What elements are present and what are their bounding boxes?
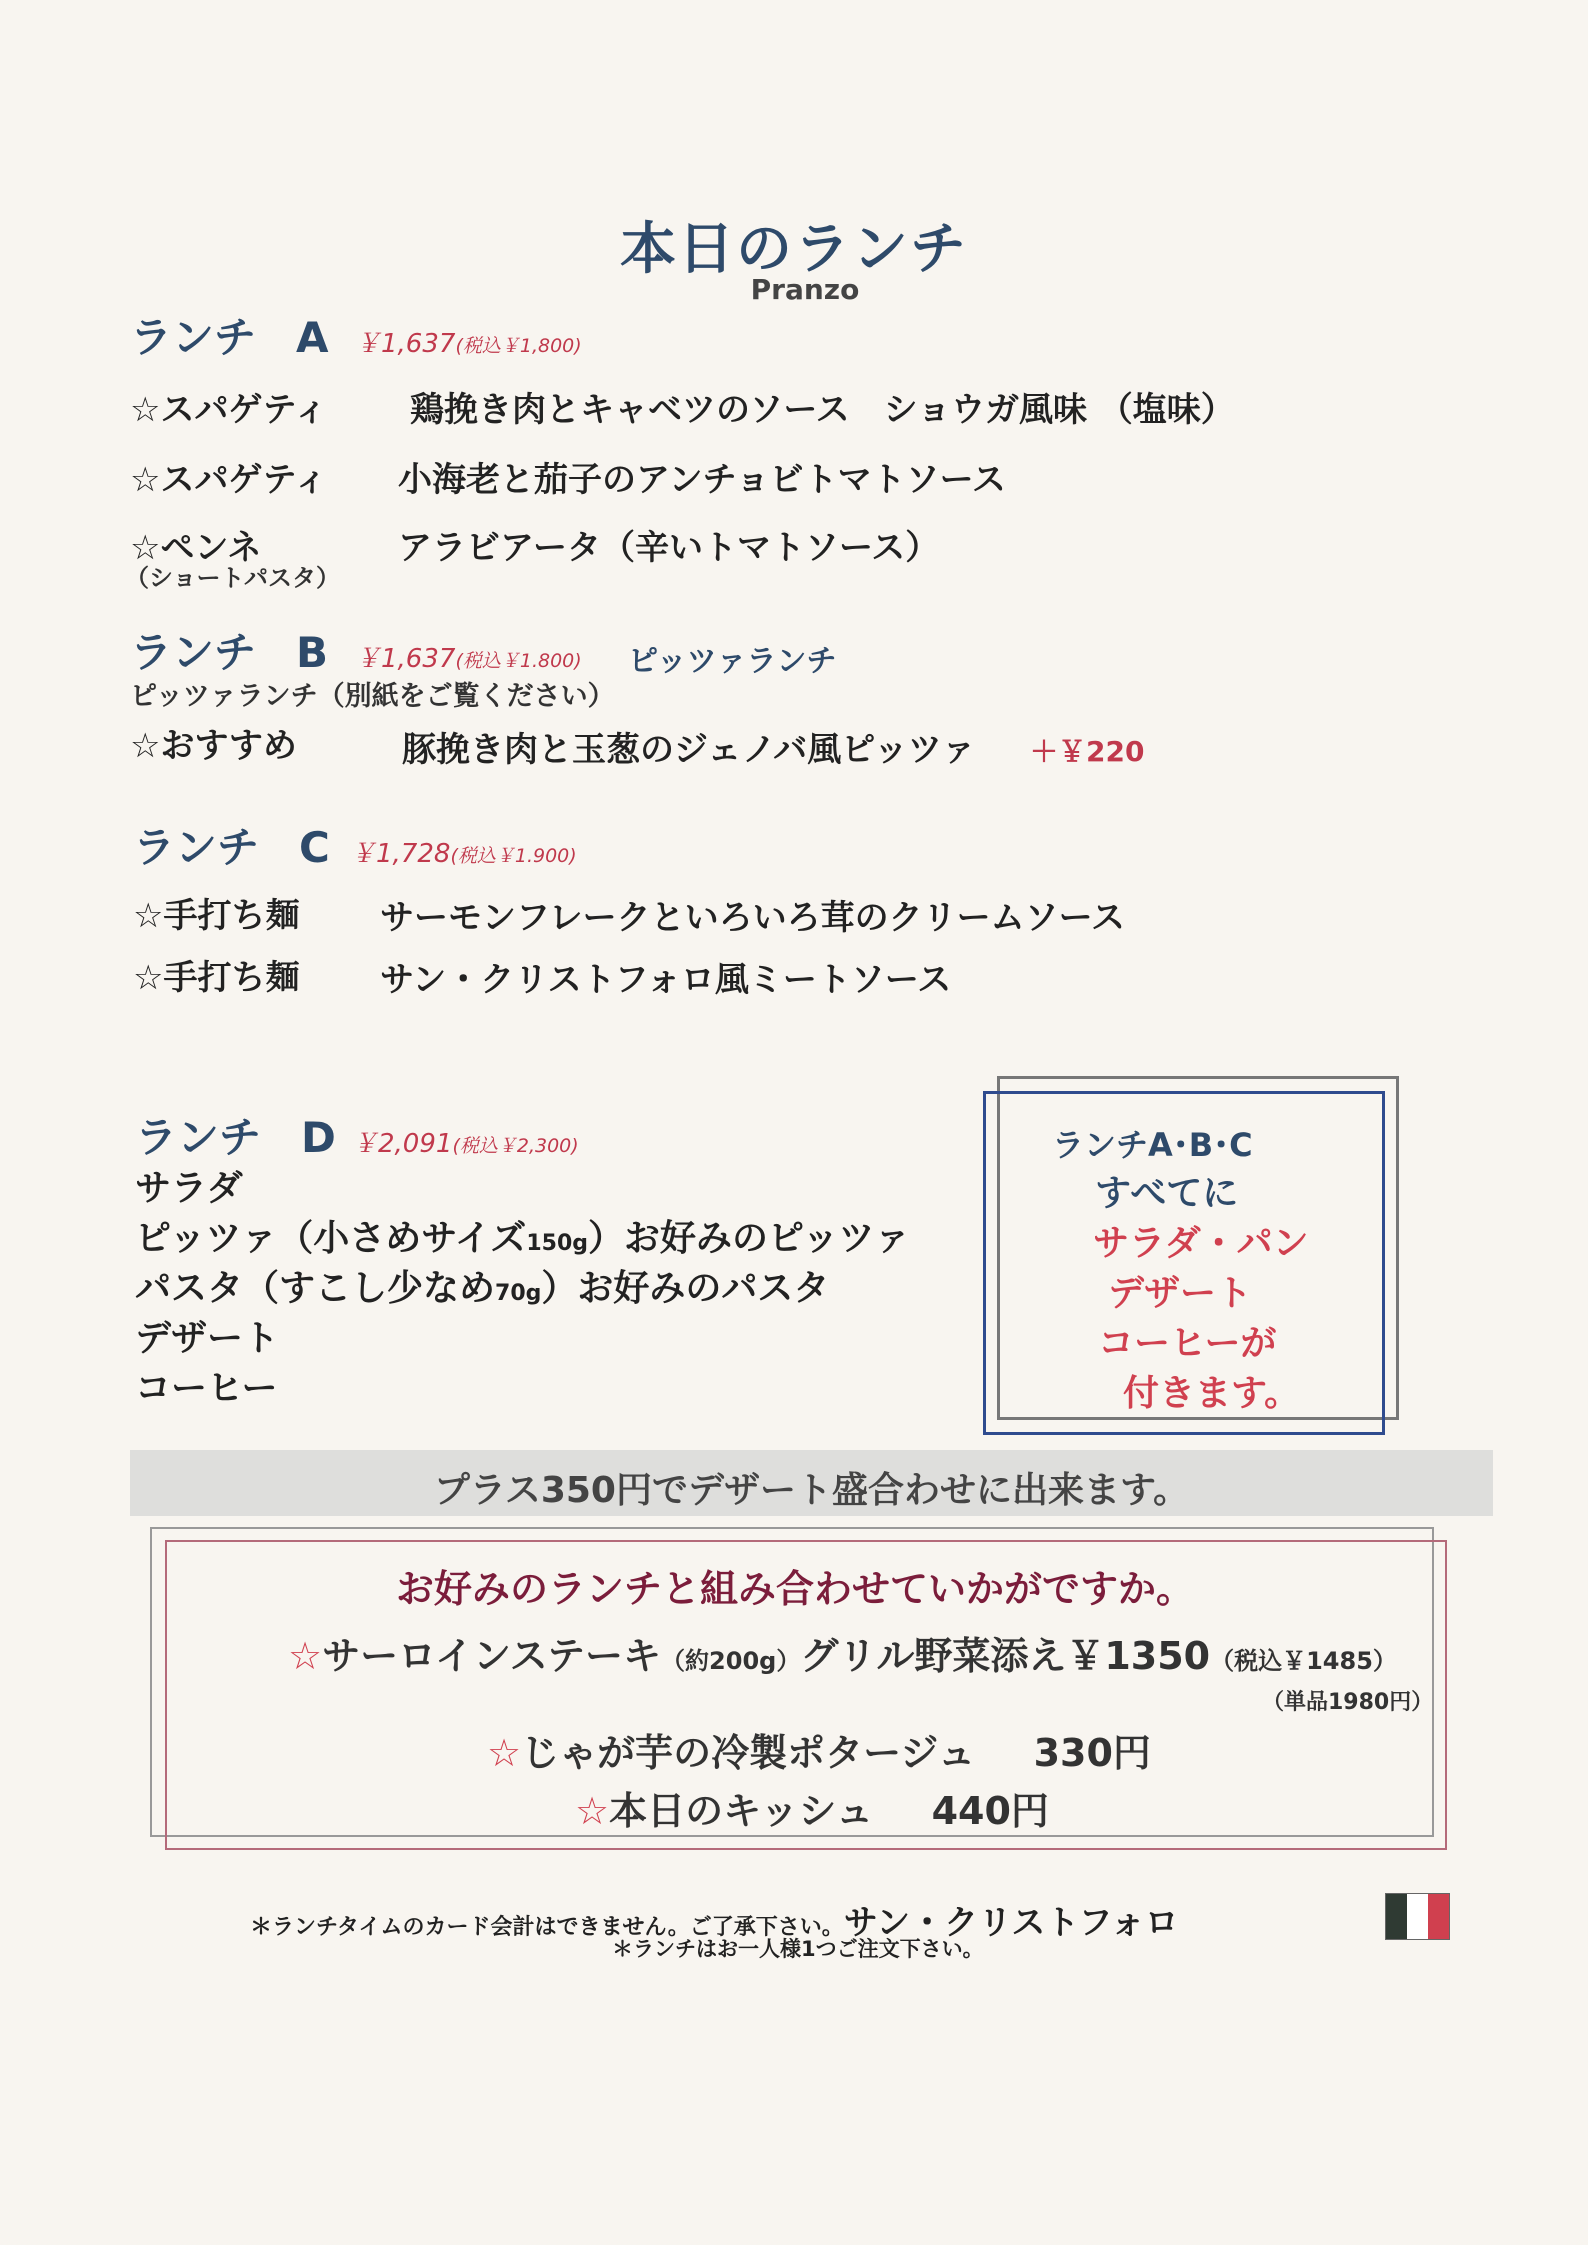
lunch-a-item-2-category: ☆スパゲティ xyxy=(130,460,328,500)
lunch-d-pizza-choice: ）お好みのピッツァ xyxy=(588,1218,911,1259)
lunch-a-label: ランチ xyxy=(130,313,257,362)
lunch-d-price xyxy=(352,1123,579,1160)
lunch-a-item-3-category: ☆ペンネ xyxy=(130,528,262,568)
included-box-line-5: コーヒーが xyxy=(1098,1323,1277,1364)
star-icon: ☆ xyxy=(575,1789,610,1833)
lunch-b-letter: B xyxy=(296,628,329,677)
offer-steak xyxy=(288,1625,1397,1680)
offer-steak-single: （単品1980円） xyxy=(1262,1690,1434,1715)
lunch-c-price-tax: (税込￥1.900) xyxy=(450,845,577,867)
page-title: 本日のランチ xyxy=(620,217,968,282)
lunch-d-line-pizza xyxy=(135,1210,910,1261)
lunch-a-item-1-category: ☆スパゲティ xyxy=(130,390,328,430)
lunch-a-price xyxy=(355,323,582,360)
lunch-d-label: ランチ xyxy=(135,1113,262,1162)
included-box-line-6: 付きます。 xyxy=(1123,1373,1301,1414)
included-box-line-2: すべてに xyxy=(1095,1173,1239,1214)
page-subtitle: Pranzo xyxy=(750,273,860,306)
lunch-d-pizza-size: 150g xyxy=(526,1231,588,1256)
offer-soup xyxy=(487,1722,1151,1777)
offer-steak-price: グリル野菜添え￥1350 xyxy=(800,1634,1211,1678)
lunch-c-heading xyxy=(133,815,330,875)
lunch-b-heading xyxy=(130,620,328,680)
lunch-c-price-value: ￥1,728 xyxy=(350,839,451,869)
offer-quiche-name: 本日のキッシュ xyxy=(609,1789,874,1833)
flag-stripe-green xyxy=(1386,1894,1407,1939)
lunch-d-price-value: ￥2,091 xyxy=(352,1129,453,1159)
lunch-d-line-coffee: コーヒー xyxy=(135,1368,278,1409)
dessert-bar-text: プラス350円でデザート盛合わせに出来ます。 xyxy=(433,1470,1190,1511)
offer-soup-name: じゃが芋の冷製ポタージュ xyxy=(521,1731,976,1775)
restaurant-name: サン・クリストフォロ xyxy=(843,1903,1179,1943)
lunch-a-price-value: ￥1,637 xyxy=(355,329,456,359)
star-icon: ☆ xyxy=(288,1634,323,1678)
offer-quiche xyxy=(575,1780,1049,1835)
lunch-a-item-1-dish: 鶏挽き肉とキャベツのソース ショウガ風味 （塩味） xyxy=(410,390,1235,430)
offer-quiche-price: 440円 xyxy=(931,1789,1049,1833)
footer-order-notice: ＊ランチはお一人様1つご注文下さい。 xyxy=(612,1937,984,1961)
lunch-c-item-2-category: ☆手打ち麺 xyxy=(133,958,300,998)
lunch-d-pasta-size: 70g xyxy=(495,1281,542,1306)
lunch-b-label: ランチ xyxy=(130,628,257,677)
offer-steak-name: サーロインステーキ xyxy=(322,1634,662,1678)
flag-stripe-red xyxy=(1428,1894,1449,1939)
lunch-d-heading xyxy=(135,1105,336,1165)
included-box-line-4: デザート xyxy=(1108,1273,1253,1314)
flag-stripe-white xyxy=(1407,1894,1428,1939)
lunch-c-price xyxy=(350,833,577,870)
lunch-c-item-1-dish: サーモンフレークといろいろ茸のクリームソース xyxy=(380,898,1125,938)
lunch-d-line-salad: サラダ xyxy=(135,1168,243,1209)
lunch-b-pizza-label: ピッツァランチ xyxy=(628,644,837,679)
footer-card-text: ＊ランチタイムのカード会計はできません。ご了承下さい。 xyxy=(250,1915,844,1940)
italian-flag-icon xyxy=(1385,1893,1450,1940)
lunch-b-price-tax: (税込￥1.800) xyxy=(455,650,582,672)
lunch-a-item-2-dish: 小海老と茄子のアンチョビトマトソース xyxy=(398,460,1006,500)
lunch-b-price-value: ￥1,637 xyxy=(355,644,456,674)
lunch-d-pasta-text: パスタ（すこし少なめ xyxy=(135,1268,496,1309)
lunch-d-pasta-choice: ）お好みのパスタ xyxy=(541,1268,830,1309)
lunch-c-label: ランチ xyxy=(133,823,260,872)
lunch-b-note: ピッツァランチ（別紙をご覧ください） xyxy=(130,681,615,712)
lunch-a-letter: A xyxy=(296,313,329,362)
star-icon: ☆ xyxy=(487,1731,522,1775)
lunch-b-item-1-dish: 豚挽き肉と玉葱のジェノバ風ピッツァ xyxy=(402,730,976,770)
offers-question: お好みのランチと組み合わせていかがですか。 xyxy=(395,1567,1194,1611)
lunch-d-line-pasta xyxy=(135,1260,829,1311)
lunch-a-price-tax: (税込￥1,800) xyxy=(455,335,582,357)
lunch-d-price-tax: (税込￥2,300) xyxy=(452,1135,579,1157)
lunch-a-heading xyxy=(130,305,329,365)
lunch-b-item-1-category: ☆おすすめ xyxy=(130,726,297,766)
lunch-c-item-1-category: ☆手打ち麺 xyxy=(133,896,300,936)
included-box-line-1: ランチA･B･C xyxy=(1052,1126,1253,1164)
offer-steak-tax: （税込￥1485） xyxy=(1210,1647,1397,1675)
lunch-c-letter: C xyxy=(299,823,330,872)
lunch-c-item-2-dish: サン・クリストフォロ風ミートソース xyxy=(380,960,952,1000)
lunch-a-item-3-note: （ショートパスタ） xyxy=(125,564,341,592)
lunch-a-item-3-dish: アラビアータ（辛いトマトソース） xyxy=(398,528,940,568)
lunch-d-pizza-text: ピッツァ（小さめサイズ xyxy=(135,1218,527,1259)
included-box-line-3: サラダ・パン xyxy=(1093,1223,1309,1264)
offer-soup-price: 330円 xyxy=(1033,1731,1151,1775)
offer-steak-weight: （約200g） xyxy=(661,1647,801,1675)
lunch-d-letter: D xyxy=(301,1113,336,1162)
lunch-b-price xyxy=(355,638,582,675)
lunch-b-item-1-extra: ＋￥220 xyxy=(1030,735,1145,768)
lunch-d-line-dessert: デザート xyxy=(135,1318,280,1359)
